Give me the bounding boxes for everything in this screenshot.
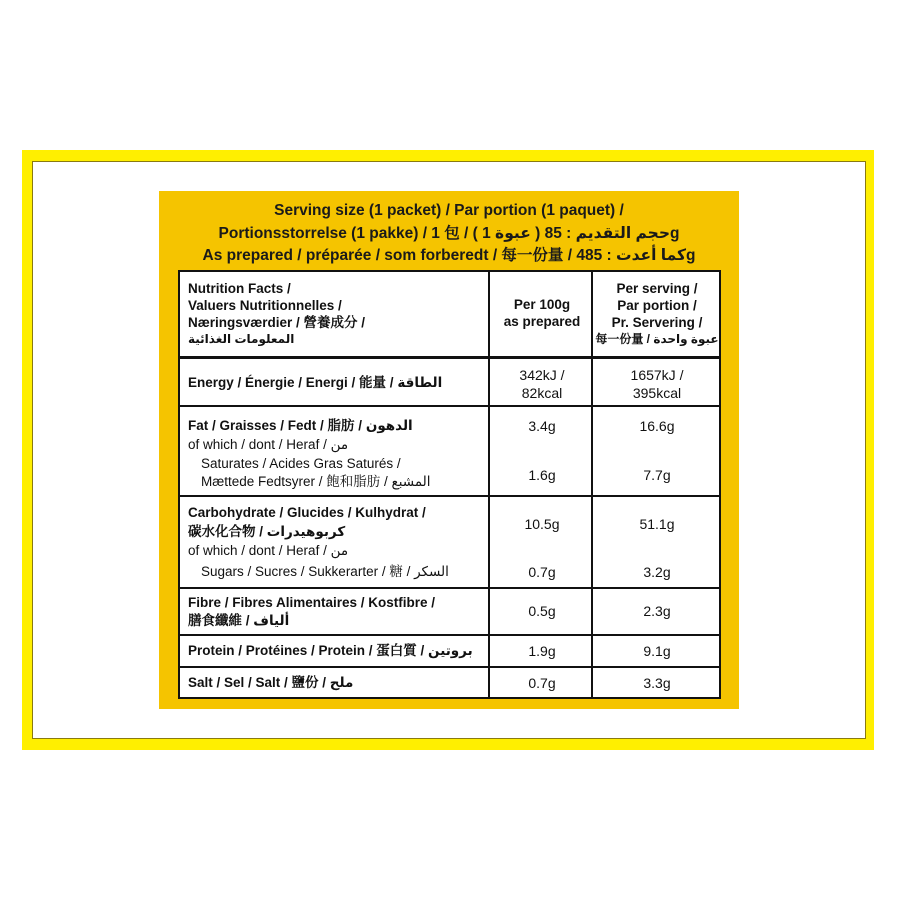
carb-of-which: of which / dont / Heraf / من [188,543,349,558]
carb-label-1: Carbohydrate / Glucides / Kulhydrat / [188,505,426,520]
nutrition-table [178,270,721,699]
row-divider-fibre [180,634,719,636]
serving-line-3: As prepared / préparée / som forberedt / 每一份量 / كما أعدت : 485g [202,247,696,264]
header-per-100g [492,296,592,330]
energy-serving-kcal: 395kcal [632,385,682,401]
sugars-per100: 0.7g [528,564,556,580]
header-serving-line-3: Pr. Servering / [611,315,703,330]
row-divider-carb [180,587,719,589]
header-divider [180,356,719,359]
serving-size-block [159,200,739,268]
saturates-label-1: Saturates / Acides Gras Saturés / [201,456,401,471]
sugars-label: Sugars / Sucres / Sukkerarter / 糖 / السكر [201,564,449,579]
saturates-per100: 1.6g [528,467,556,483]
header-per100-line-2: as prepared [503,314,581,329]
header-nutrition-line-2: Valuers Nutritionnelles / [188,298,342,313]
energy-serving-kj: 1657kJ / [630,367,684,383]
fat-of-which: of which / dont / Heraf / من [188,437,349,452]
energy-per100 [492,366,592,402]
fibre-label-1: Fibre / Fibres Alimentaires / Kostfibre / [188,595,436,610]
saturates-serving: 7.7g [643,467,671,483]
fibre-per100: 0.5g [528,603,556,619]
serving-line-2: Portionsstorrelse (1 pakke) / 1 包 / ( 1 عبوة ) حجم التقديم : 85g [218,224,680,242]
header-nutrition-line-3: Næringsværdier / 營養成分 / [188,315,366,330]
row-divider-fat [180,495,719,497]
energy-serving [595,366,719,402]
protein-per100: 1.9g [528,643,556,659]
saturates-label-2: Mættede Fedtsyrer / 飽和脂肪 / المشبع [201,474,431,489]
energy-per100-kcal: 82kcal [521,385,563,401]
salt-serving: 3.3g [643,675,671,691]
fibre-serving: 2.3g [643,603,671,619]
fibre-label-2: 膳食纖維 / ألياف [188,613,290,628]
row-divider-energy [180,405,719,407]
carb-label-2: 碳水化合物 / كربوهيدرات [188,524,346,539]
fat-per100: 3.4g [528,418,556,434]
energy-label: Energy / Énergie / Energi / 能量 / الطاقة [188,375,443,390]
protein-serving: 9.1g [643,643,671,659]
header-nutrition-line-4: المعلومات الغذائية [188,332,295,346]
sugars-serving: 3.2g [643,564,671,580]
header-per-serving [595,280,719,348]
protein-label: Protein / Protéines / Protein / 蛋白質 / بروتين [188,643,473,658]
carb-per100: 10.5g [524,516,560,532]
fat-label: Fat / Graisses / Fedt / 脂肪 / الدهون [188,418,413,433]
header-nutrition-facts [188,280,488,348]
header-serving-line-4: 每一份量 / عبوة واحدة [595,332,719,346]
serving-line-1: Serving size (1 packet) / Par portion (1 paquet) / [274,202,624,219]
header-serving-line-2: Par portion / [617,298,697,313]
fat-serving: 16.6g [639,418,675,434]
carb-serving: 51.1g [639,516,675,532]
header-serving-line-1: Per serving / [616,281,698,296]
energy-per100-kj: 342kJ / [519,367,565,383]
row-divider-protein [180,666,719,668]
salt-per100: 0.7g [528,675,556,691]
header-nutrition-line-1: Nutrition Facts / [188,281,291,296]
header-per100-line-1: Per 100g [513,297,571,312]
salt-label: Salt / Sel / Salt / 鹽份 / ملح [188,675,354,690]
